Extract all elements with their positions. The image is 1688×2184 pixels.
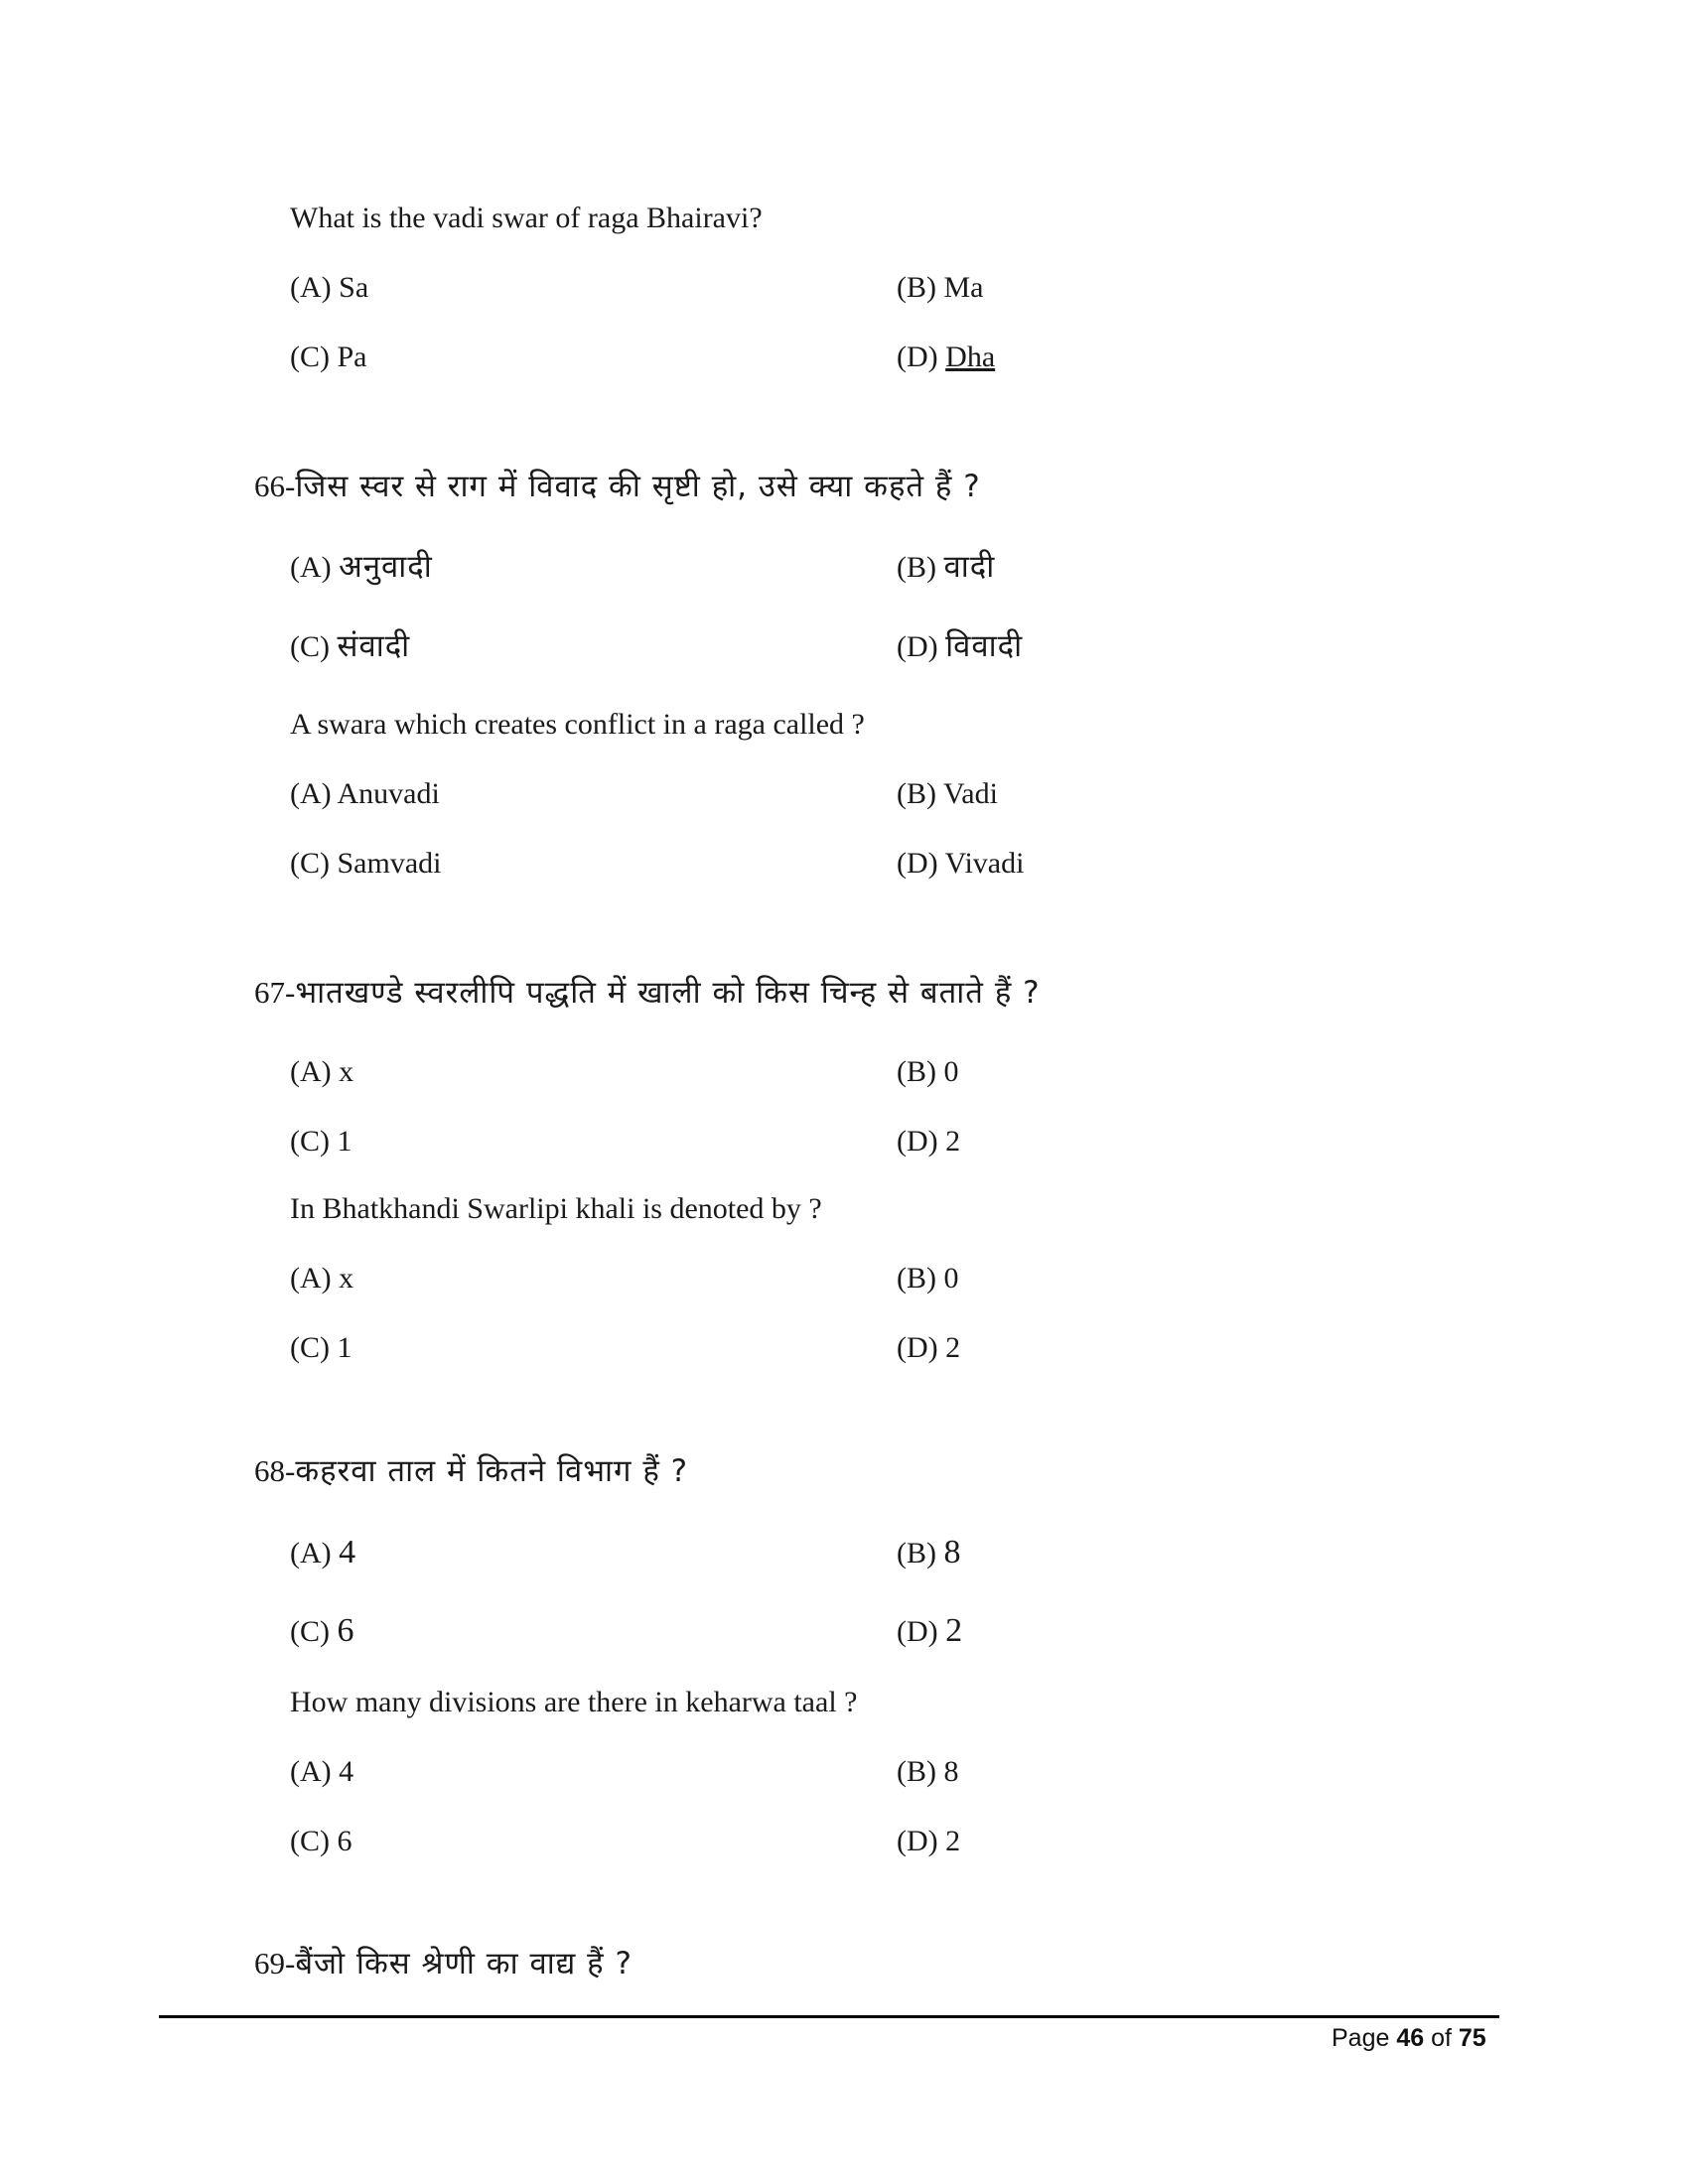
question-number: 68- (254, 1453, 296, 1488)
option-text: 8 (943, 1534, 961, 1570)
q66-en-option-c: (C) Samvadi (290, 847, 442, 880)
q68-hi-prompt (254, 1451, 688, 1491)
q67-en-option-c: (C) 1 (290, 1331, 352, 1364)
total-pages: 75 (1458, 2024, 1486, 2052)
current-page: 46 (1396, 2024, 1425, 2052)
option-label: (B) (897, 551, 944, 584)
footer-divider (159, 2015, 1499, 2018)
question-text: बैंजो किस श्रेणी का वाद्य हैं ? (295, 1946, 633, 1981)
q66-hi-option-d (897, 628, 1023, 665)
q67-hi-option-b: (B) 0 (897, 1055, 959, 1088)
option-label: (A) (290, 551, 340, 584)
option-text: विवादी (945, 628, 1024, 664)
option-text: 4 (339, 1534, 356, 1570)
q68-en-prompt: How many divisions are there in keharwa taal ? (290, 1686, 858, 1718)
question-number: 67- (254, 975, 296, 1010)
q69-hi-prompt (254, 1944, 633, 1983)
q67-hi-prompt (254, 973, 1041, 1013)
page-middle: of (1424, 2024, 1459, 2052)
q66-en-prompt: A swara which creates conflict in a raga called ? (290, 708, 865, 741)
q67-en-option-b: (B) 0 (897, 1262, 959, 1295)
q66-hi-prompt (254, 467, 981, 506)
q67-en-option-d: (D) 2 (897, 1331, 961, 1364)
question-text: कहरवा ताल में कितने विभाग हैं ? (295, 1453, 689, 1489)
q68-hi-option-c (290, 1613, 354, 1650)
q67-hi-option-d: (D) 2 (897, 1125, 961, 1158)
q65-en-option-d (897, 340, 995, 375)
q67-en-option-a: (A) x (290, 1262, 354, 1295)
option-label: (D) (897, 341, 946, 373)
q65-answer-value: Dha (945, 341, 996, 373)
option-label: (D) (897, 1615, 946, 1648)
q66-en-option-b: (B) Vadi (897, 777, 998, 810)
q68-en-option-d: (D) 2 (897, 1825, 961, 1857)
q65-en-prompt: What is the vadi swar of raga Bhairavi? (290, 202, 763, 234)
q68-en-option-c: (C) 6 (290, 1825, 352, 1857)
q68-en-option-a: (A) 4 (290, 1755, 354, 1788)
page-number (1332, 2024, 1486, 2053)
option-text: 6 (337, 1612, 354, 1649)
q67-hi-option-a: (A) x (290, 1055, 354, 1088)
q66-hi-option-b (897, 549, 995, 586)
q67-en-prompt: In Bhatkhandi Swarlipi khali is denoted by ? (290, 1192, 822, 1225)
option-text: संवादी (337, 628, 411, 664)
q68-hi-option-d (897, 1613, 962, 1650)
q68-en-option-b: (B) 8 (897, 1755, 959, 1788)
q66-hi-option-c (290, 628, 410, 665)
option-text: 2 (945, 1612, 963, 1649)
question-number: 66- (254, 469, 296, 503)
option-label: (C) (290, 1615, 338, 1648)
q65-en-option-b: (B) Ma (897, 271, 984, 304)
q65-en-option-a: (A) Sa (290, 271, 369, 304)
option-label: (A) (290, 1537, 340, 1570)
page-prefix: Page (1332, 2024, 1397, 2052)
q66-en-option-a: (A) Anuvadi (290, 777, 440, 810)
q65-en-option-c: (C) Pa (290, 341, 367, 373)
q66-hi-option-a (290, 549, 433, 586)
q67-hi-option-c: (C) 1 (290, 1125, 352, 1158)
option-text: वादी (943, 549, 996, 585)
q68-hi-option-a (290, 1535, 355, 1571)
option-label: (D) (897, 630, 946, 663)
option-label: (B) (897, 1537, 944, 1570)
question-text: भातखण्डे स्वरलीपि पद्धति में खाली को किस चिन्ह से बताते हैं ? (295, 975, 1041, 1011)
question-text: जिस स्वर से राग में विवाद की सृष्टी हो, उसे क्या कहते हैं ? (295, 469, 981, 504)
option-label: (C) (290, 630, 338, 663)
q68-hi-option-b (897, 1535, 961, 1571)
option-text: अनुवादी (339, 549, 433, 585)
question-number: 69- (254, 1946, 296, 1980)
q66-en-option-d: (D) Vivadi (897, 847, 1025, 880)
